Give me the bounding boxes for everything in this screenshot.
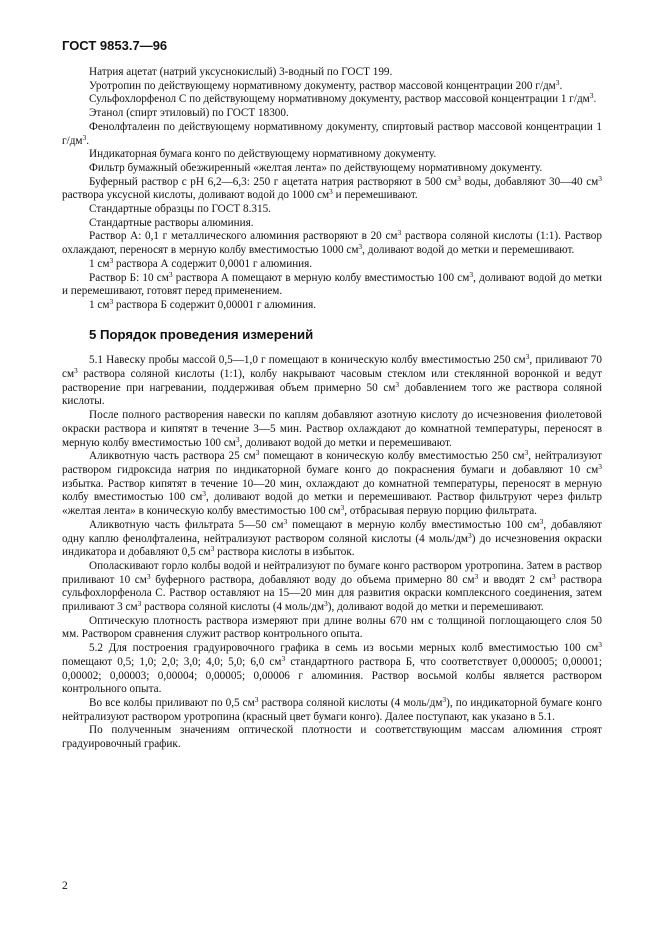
reagents-paragraph: Стандартные образцы по ГОСТ 8.315. <box>89 203 271 216</box>
section.paragraphs-paragraph: Оптическую плотность раствора измеряют при длине волны 670 нм с толщиной поглощающего слоя 50 мм. Раствором сравнения служит раствор контрольного опыта. <box>62 614 602 641</box>
reagents-paragraph: Раствор А: 0,1 г металлического алюминия растворяют в 20 $см^3$ раствора соляной кислоты (1:1). Раствор охлаждают, переносят в мерную колбу вместимостью 1000 $см^3$, доливают водой до метки и перемешивают. <box>62 228 602 257</box>
document-header: ГОСТ 9853.7—96 <box>62 38 168 53</box>
section-heading: 5 Порядок проведения измерений <box>89 326 314 342</box>
reagents-paragraph: Этанол (спирт этиловый) по ГОСТ 18300. <box>89 107 289 120</box>
section.paragraphs-paragraph: 5.2 Для построения градуировочного графика в семь из восьми мерных колб вместимостью 100 $см^3$ помещают 0,5; 1,0; 2,0; 3,0; 4,0; 5,0; 6,0 $см^3$ стандартного раствора Б, что соответствует 0,000005; 0,00001; 0,00002; 0,00003; 0,00004; 0,00005; 0,00006 г алюминия. Раствор восьмой колбы является раствором контрольного опыта. <box>62 640 602 696</box>
reagents-paragraph: Раствор Б: 10 $см^3$ раствора А помещают в мерную колбу вместимостью 100 $см^3$, доливают водой до метки и перемешивают, готовят перед применением. <box>62 269 602 298</box>
section.paragraphs-paragraph: Во все колбы приливают по 0,5 $см^3$ раствора соляной кислоты (4 моль/$дм^3$), по индикаторной бумаге конго нейтрализуют раствором уротропина (красный цвет бумаги конго). Далее поступают, как указано в 5.1. <box>62 694 602 723</box>
reagents-paragraph: Буферный раствор с рН 6,2—6,3: 250 г ацетата натрия растворяют в 500 $см^3$ воды, добавляют 30—40 $см^3$ раствора уксусной кислоты, доливают водой до 1000 $см^3$ и перемешивают. <box>62 173 603 202</box>
reagents-paragraph: Стандартные растворы алюминия. <box>89 216 254 229</box>
section.paragraphs-paragraph: Ополаскивают горло колбы водой и нейтрализуют по бумаге конго раствором уротропина. Затем в раствор приливают 10 $см^3$ буферного раствора, добавляют воду до объема примерно 80 $см^3$ и вводят 2 $см^3$ раствора сульфохлорфенола С. Раствор оставляют на 15—20 мин для развития окраски комплексного соединения, затем приливают 3 $см^3$ раствора соляной кислоты (4 моль/$дм^3$), доливают водой до метки и перемешивают. <box>62 559 602 614</box>
reagents-paragraph: Уротропин по действующему нормативному документу, раствор массовой концентрации 200 $г/дм^3$. <box>89 77 563 92</box>
reagents-paragraph: 1 $см^3$ раствора Б содержит 0,00001 г алюминия. <box>89 296 317 311</box>
section.paragraphs-paragraph: По полученным значениям оптической плотности и соответствующим массам алюминия строят градуировочный график. <box>62 724 602 751</box>
reagents-paragraph: Фильтр бумажный обезжиренный «желтая лента» по действующему нормативному документу. <box>89 161 543 174</box>
section-body <box>62 354 602 751</box>
reagents-paragraph: 1 $см^3$ раствора А содержит 0,0001 г алюминия. <box>89 255 313 270</box>
reagents-paragraph: Фенолфталеин по действующему нормативному документу, спиртовый раствор массовой концентрации 1 $г/дм^3$. <box>62 120 602 147</box>
section.paragraphs-paragraph: 5.1 Навеску пробы массой 0,5—1,0 г помещают в коническую колбу вместимостью 250 $см^3$, приливают 70 $см^3$ раствора соляной кислоты (1:1), колбу накрывают часовым стеклом или стеклянной воронкой и ведут растворение при нагревании, поддерживая объем примерно 50 $см^3$ добавлением того же раствора соляной кислоты. <box>62 352 602 408</box>
section.paragraphs-paragraph: После полного растворения навески по каплям добавляют азотную кислоту до исчезновения фиолетовой окраски раствора и кипятят в течение 3—5 мин. Раствор охлаждают до комнатной температуры, переносят в мерную колбу вместимостью 100 $см^3$, доливают водой до метки и перемешивают. <box>62 409 602 449</box>
reagents-paragraph: Сульфохлорфенол С по действующему нормативному документу, раствор массовой концентрации 1 $г/дм^3$. <box>89 91 597 106</box>
section.paragraphs-paragraph: Аликвотную часть раствора 25 $см^3$ помещают в коническую колбу вместимостью 250 $см^3$, нейтрализуют раствором гидроксида натрия по индикаторной бумаге конго до покраснения бумаги и добавляют 10 $см^3$ избытка. Раствор кипятят в течение 10—20 мин, охлаждают до комнатной температуры, переносят в мерную колбу вместимостью 100 $см^3$, доливают водой до метки и перемешивают. Раствор фильтруют через фильтр «желтая лента» в коническую колбу вместимостью 100 $см^3$, отбрасывая первую порцию фильтрата. <box>62 448 602 518</box>
section.paragraphs-paragraph: Аликвотную часть фильтрата 5—50 $см^3$ помещают в мерную колбу вместимостью 100 $см^3$, добавляют одну каплю фенолфталеина, нейтрализуют раствором соляной кислоты (4 моль/$дм^3$) до исчезновения окраски индикатора и добавляют 0,5 $см^3$ раствора кислоты в избыток. <box>62 516 603 559</box>
reagent-list <box>62 66 602 313</box>
reagents-paragraph: Натрия ацетат (натрий уксуснокислый) 3-водный по ГОСТ 199. <box>89 66 393 78</box>
reagents-paragraph: Индикаторная бумага конго по действующему нормативному документу. <box>89 148 437 161</box>
page-number: 2 <box>62 880 68 892</box>
document-body <box>62 66 602 752</box>
